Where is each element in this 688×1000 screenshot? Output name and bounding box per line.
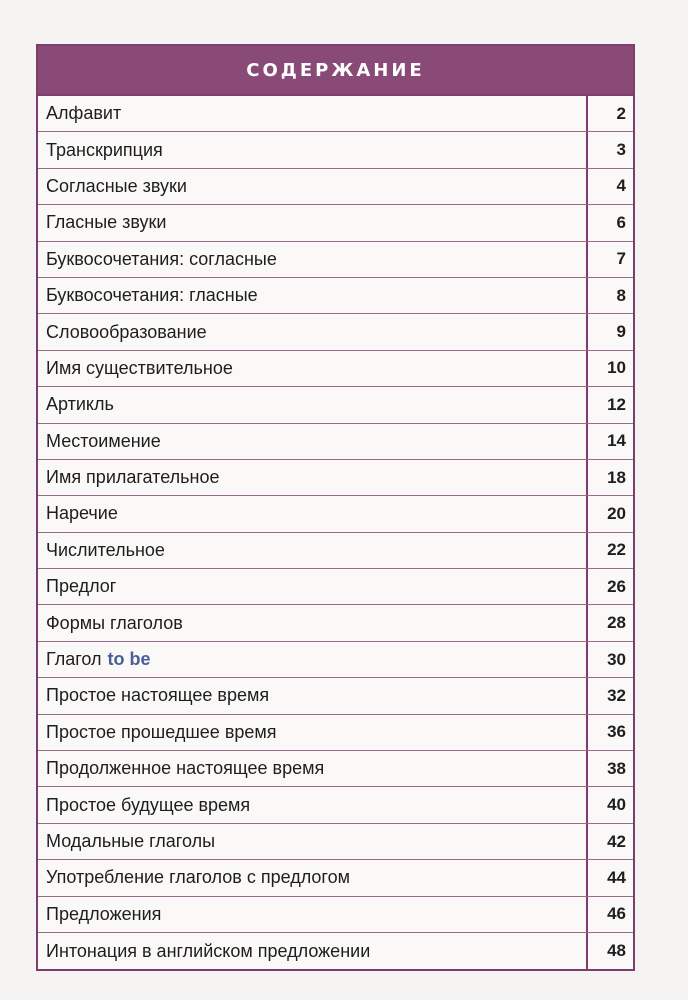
toc-entry-title bbox=[38, 533, 588, 568]
toc-entry-title bbox=[38, 424, 588, 459]
toc-entry-title bbox=[38, 715, 588, 750]
toc-row[interactable] bbox=[38, 387, 633, 423]
toc-entry-page: 14 bbox=[607, 431, 626, 451]
toc-entry-page: 20 bbox=[607, 503, 626, 523]
toc-row[interactable] bbox=[38, 460, 633, 496]
toc-row[interactable] bbox=[38, 860, 633, 896]
toc-entry-title bbox=[38, 351, 588, 386]
toc-row[interactable] bbox=[38, 533, 633, 569]
toc-row[interactable] bbox=[38, 787, 633, 823]
toc-entry-page: 44 bbox=[607, 867, 626, 887]
toc-row[interactable] bbox=[38, 132, 633, 168]
toc-entry-page: 46 bbox=[607, 904, 626, 924]
toc-entry-title bbox=[38, 642, 588, 677]
toc-entry-page: 36 bbox=[607, 722, 626, 742]
toc-entry-page: 48 bbox=[607, 941, 626, 961]
toc-row[interactable] bbox=[38, 314, 633, 350]
toc-entry-page: 42 bbox=[607, 831, 626, 851]
toc-row[interactable] bbox=[38, 897, 633, 933]
toc-row[interactable] bbox=[38, 242, 633, 278]
toc-entry-title bbox=[38, 387, 588, 422]
toc-entry-title-text: Модальные глаголы bbox=[46, 831, 216, 851]
toc-entry-title-text: Числительное bbox=[46, 539, 165, 560]
toc-entry-highlight: to be bbox=[107, 649, 151, 670]
toc-entry-title bbox=[38, 242, 588, 277]
toc-entry-page: 6 bbox=[616, 212, 626, 232]
toc-entry-title-text: Имя существительное bbox=[46, 357, 233, 378]
toc-entry-page: 22 bbox=[607, 540, 626, 560]
toc-row[interactable] bbox=[38, 569, 633, 605]
toc-entry-title-text: Простое настоящее время bbox=[46, 685, 270, 706]
toc-entry-title-text: Глагол bbox=[46, 649, 102, 670]
toc-entry-page: 26 bbox=[607, 576, 626, 596]
toc-entry-title bbox=[38, 460, 588, 495]
toc-row[interactable] bbox=[38, 96, 633, 132]
table-of-contents bbox=[36, 44, 635, 971]
toc-entry-title-text: Буквосочетания: гласные bbox=[46, 285, 258, 306]
toc-entry-title bbox=[38, 860, 588, 895]
toc-entry-title-text: Гласные звуки bbox=[46, 212, 167, 233]
toc-row[interactable] bbox=[38, 605, 633, 641]
toc-entry-page: 32 bbox=[607, 685, 626, 705]
toc-entry-page: 40 bbox=[607, 795, 626, 815]
toc-entry-page: 10 bbox=[607, 358, 626, 378]
toc-entry-title-text: Простое будущее время bbox=[46, 794, 251, 815]
toc-entry-page: 8 bbox=[616, 285, 626, 305]
toc-entry-title bbox=[38, 897, 588, 932]
toc-entry-title bbox=[38, 278, 588, 313]
toc-entry-title-text: Буквосочетания: согласные bbox=[46, 248, 277, 269]
toc-row[interactable] bbox=[38, 205, 633, 241]
toc-entry-title bbox=[38, 678, 588, 713]
toc-entry-page: 4 bbox=[616, 176, 626, 196]
toc-entry-title bbox=[38, 169, 588, 204]
toc-entry-title-text: Предлог bbox=[46, 576, 117, 597]
toc-row[interactable] bbox=[38, 678, 633, 714]
toc-row[interactable] bbox=[38, 933, 633, 969]
toc-entry-page: 18 bbox=[607, 467, 626, 487]
toc-entry-title-text: Алфавит bbox=[46, 103, 122, 124]
toc-entry-title bbox=[38, 605, 588, 640]
toc-entry-page: 3 bbox=[616, 140, 626, 160]
toc-entry-page: 2 bbox=[616, 103, 626, 123]
toc-entry-title-text: Транскрипция bbox=[46, 139, 163, 160]
toc-row[interactable] bbox=[38, 642, 633, 678]
toc-entry-title-text: Местоимение bbox=[46, 430, 161, 451]
toc-entry-title-text: Предложения bbox=[46, 903, 162, 924]
toc-entry-title bbox=[38, 751, 588, 786]
toc-row[interactable] bbox=[38, 751, 633, 787]
toc-row[interactable] bbox=[38, 169, 633, 205]
toc-entry-page: 30 bbox=[607, 649, 626, 669]
toc-row[interactable] bbox=[38, 278, 633, 314]
toc-entry-title-text: Употребление глаголов с предлогом bbox=[46, 867, 350, 888]
toc-entry-title bbox=[38, 933, 588, 969]
toc-entry-title bbox=[38, 824, 588, 859]
toc-entry-title bbox=[38, 496, 588, 531]
toc-entry-title-text: Согласные звуки bbox=[46, 175, 187, 196]
toc-entry-page: 28 bbox=[607, 613, 626, 633]
toc-entry-title bbox=[38, 96, 588, 131]
toc-entry-title bbox=[38, 132, 588, 167]
toc-entry-page: 9 bbox=[616, 322, 626, 342]
toc-entry-title-text: Интонация в английском предложении bbox=[46, 940, 371, 961]
toc-entry-title-text: Наречие bbox=[46, 503, 118, 524]
toc-entry-title-text: Артикль bbox=[46, 394, 114, 415]
toc-row[interactable] bbox=[38, 424, 633, 460]
toc-row[interactable] bbox=[38, 715, 633, 751]
toc-row[interactable] bbox=[38, 496, 633, 532]
toc-header: СОДЕРЖАНИЕ bbox=[38, 46, 633, 96]
toc-entry-page: 7 bbox=[616, 249, 626, 269]
toc-entry-title-text: Формы глаголов bbox=[46, 612, 183, 633]
toc-entry-title-text: Имя прилагательное bbox=[46, 467, 220, 488]
toc-entry-title bbox=[38, 205, 588, 240]
toc-row[interactable] bbox=[38, 824, 633, 860]
toc-entry-title bbox=[38, 787, 588, 822]
toc-entry-page: 12 bbox=[607, 394, 626, 414]
toc-entry-page: 38 bbox=[607, 758, 626, 778]
toc-row[interactable] bbox=[38, 351, 633, 387]
toc-entry-title-text: Продолженное настоящее время bbox=[46, 758, 325, 779]
toc-entry-title bbox=[38, 569, 588, 604]
toc-entry-title bbox=[38, 314, 588, 349]
toc-entry-title-text: Словообразование bbox=[46, 321, 207, 342]
toc-rows bbox=[38, 96, 633, 969]
toc-entry-title-text: Простое прошедшее время bbox=[46, 721, 277, 742]
